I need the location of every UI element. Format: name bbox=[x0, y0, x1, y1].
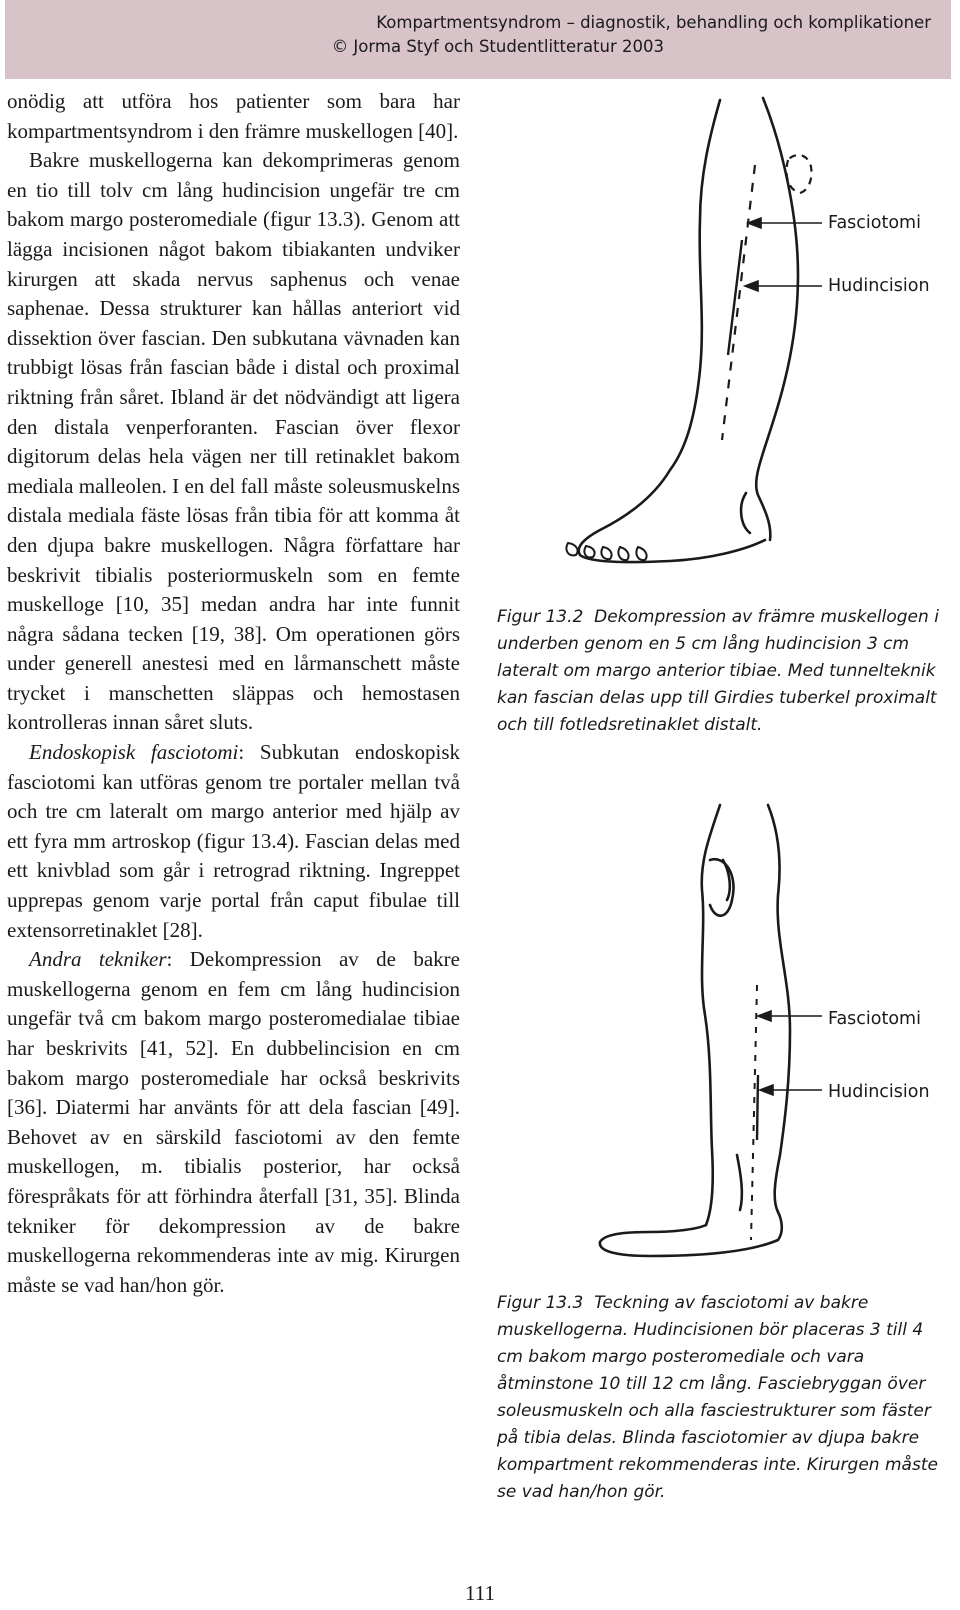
figure2-label-fasciotomi: Fasciotomi bbox=[828, 1009, 921, 1029]
figure-posterior-leg-drawing bbox=[560, 800, 960, 1270]
page-number: 111 bbox=[465, 1581, 495, 1605]
figure-anterior-leg-drawing bbox=[560, 95, 960, 595]
paragraph-term-andra-tekniker: Andra tekniker bbox=[29, 947, 167, 972]
figure1-label-fasciotomi: Fasciotomi bbox=[828, 213, 921, 233]
figure2-label-hudincision: Hudincision bbox=[828, 1082, 930, 1102]
figure1-label-hudincision: Hudincision bbox=[828, 276, 930, 296]
body-paragraph-4 bbox=[7, 945, 460, 1300]
paragraph-term-endoskopisk: Endoskopisk fasciotomi bbox=[29, 740, 239, 765]
figure2-caption-number: Figur 13.3 bbox=[497, 1293, 584, 1313]
figure2-caption-text: Teckning av fasciotomi av bakre muskellogerna. Hudincisionen bör placeras 3 till 4 cm bakom margo posteromediale och vara åtminstone 10 till 12 cm lång. Fasciebryggan över soleusmuskeln och alla fasciestrukturer som fäster på tibia delas. Blinda fasciotomier av djupa bakre kompartment rekommenderas inte. Kirurgen måste se vad han/hon gör. bbox=[497, 1293, 938, 1502]
figure2-caption bbox=[497, 1290, 952, 1506]
figure1-caption-number: Figur 13.2 bbox=[497, 607, 584, 627]
body-paragraph-2: Bakre muskellogerna kan dekomprimeras genom en tio till tolv cm lång hudincision ungefär tre cm bakom margo posteromediale (figur 13.3). Genom att lägga incisionen något bakom tibiakanten undviker kirurgen att skada nervus saphenus och venae saphenae. Dessa strukturer kan hållas anteriort vid dissektion över fascian. Den subkutana vävnaden kan trubbigt lösas från fascian både i distal och proximal riktning från såret. Ibland är det nödvändigt att ligera den distala venperforanten. Fascian över flexor digitorum delas hela vägen ner till retinaklet bakom mediala malleolen. I en del fall måste soleusmuskelns distala mediala fäste lösas från tibia för att komma åt den djupa bakre muskellogen. Några författare har beskrivit tibialis posteriormuskeln som en femte muskelloge [10, 35] medan andra har inte funnit några sådana tecken [19, 38]. Om operationen görs under generell anestesi med en lårmanschett måste trycket i manschetten släppas och hemostasen kontrolleras innan såret sluts. bbox=[7, 148, 460, 735]
header-title: Kompartmentsyndrom – diagnostik, behandling och komplikationer bbox=[376, 13, 931, 32]
body-paragraph-1: onödig att utföra hos patienter som bara har kompartmentsyndrom i den främre muskellogen [40]. bbox=[7, 89, 460, 143]
running-header bbox=[5, 0, 951, 79]
paragraph-3-text: : Subkutan endoskopisk fasciotomi kan utföras genom tre portaler mellan två och tre cm lateralt om margo anterior med hjälp av ett fyra mm artroskop (figur 13.4). Fascian delas med ett knivblad som går i retrograd riktning. Ingreppet upprepas genom varje portal från caput fibulae till extensorretinaklet [28]. bbox=[7, 740, 460, 942]
paragraph-4-text: : Dekompression av de bakre muskellogerna genom en fem cm lång hudincision ungefär två cm bakom margo posteromedialae tibiae har beskrivits [41, 52]. En dubbelincision en cm bakom margo posteromediale har också beskrivits [36]. Diatermi har använts för att dela fascian [49]. Behovet av en särskild fasciotomi av den femte muskellogen, m. tibialis posterior, har också förespråkats för att förhindra återfall [31, 35]. Blinda tekniker för dekompression av de bakre muskellogerna rekommenderas inte av mig. Kirurgen måste se vad han/hon gör. bbox=[7, 947, 460, 1297]
body-text-column bbox=[7, 87, 460, 1300]
body-paragraph-3 bbox=[7, 738, 460, 945]
header-copyright: © Jorma Styf och Studentlitteratur 2003 bbox=[331, 37, 664, 56]
figure1-caption-text: Dekompression av främre muskellogen i underben genom en 5 cm lång hudincision 3 cm lateralt om margo anterior tibiae. Med tunnelteknik kan fascian delas upp till Girdies tuberkel proximalt och till fotledsretinaklet distalt. bbox=[497, 607, 939, 735]
figure1-caption bbox=[497, 604, 952, 739]
